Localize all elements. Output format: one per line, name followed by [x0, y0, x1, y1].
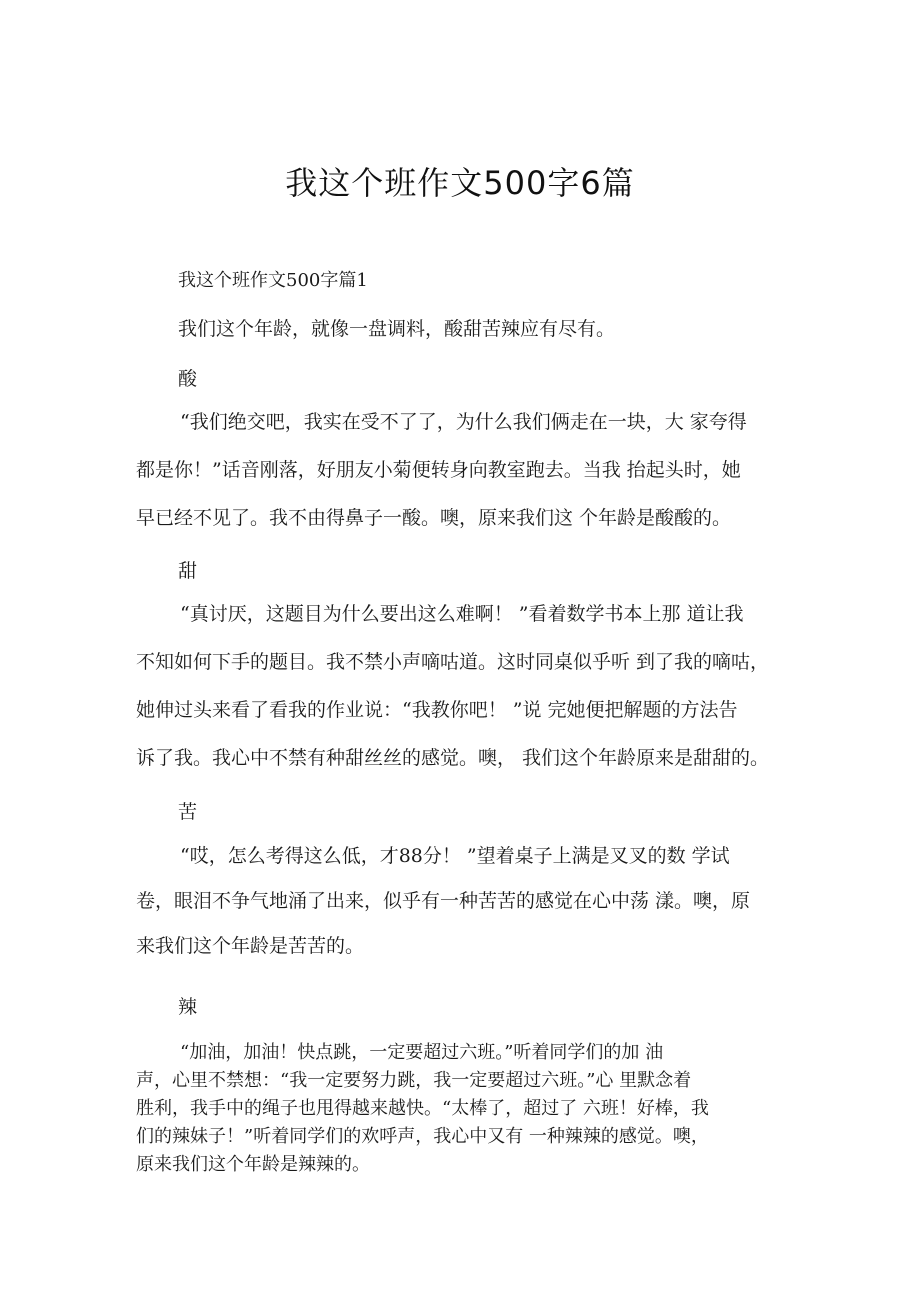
paragraph-line: “哎，怎么考得这么低，才88分！ ”望着桌子上满是叉叉的数 学试	[180, 845, 730, 867]
paragraph-line: 卷，眼泪不争气地涌了出来，似乎有一种苦苦的感觉在心中荡 漾。噢，原	[136, 890, 751, 912]
paragraph-line: 诉了我。我心中不禁有种甜丝丝的感觉。噢， 我们这个年龄原来是甜甜的。	[136, 747, 770, 769]
section-label-spicy: 辣	[178, 996, 198, 1018]
paragraph-line: 都是你！”话音刚落，好朋友小菊便转身向教室跑去。当我 抬起头时，她	[136, 459, 741, 481]
intro-paragraph: 我们这个年龄，就像一盘调料，酸甜苦辣应有尽有。	[178, 318, 616, 340]
section-body-spicy	[136, 1039, 816, 1179]
section-label-bitter: 苦	[178, 801, 198, 823]
paragraph-line: “加油，加油！快点跳，一定要超过六班。”听着同学们的加 油	[180, 1042, 664, 1063]
paragraph-line: 胜利，我手中的绳子也甩得越来越快。“太棒了，超过了 六班！好棒，我	[136, 1098, 709, 1119]
section-label-sour: 酸	[178, 368, 198, 390]
paragraph-line: 声，心里不禁想：“我一定要努力跳，我一定要超过六班。”心 里默念着	[136, 1070, 692, 1091]
essay-heading: 我这个班作文500字篇1	[178, 270, 368, 291]
paragraph-line: 早已经不见了。我不由得鼻子一酸。噢，原来我们这 个年龄是酸酸的。	[136, 507, 732, 529]
paragraph-line: 她伸过头来看了看我的作业说：“我教你吧！ ”说 完她便把解题的方法告	[136, 699, 738, 721]
paragraph-line: 原来我们这个年龄是辣辣的。	[136, 1154, 370, 1175]
paragraph-line: “真讨厌，这题目为什么要出这么难啊！ ”看着数学书本上那 道让我	[180, 603, 744, 625]
document-title: 我这个班作文500字6篇	[285, 164, 635, 202]
section-body-bitter	[136, 834, 816, 969]
paragraph-line: “我们绝交吧，我实在受不了了，为什么我们俩走在一块，大 家夸得	[180, 411, 747, 433]
section-body-sour	[136, 398, 816, 542]
section-body-sweet	[136, 590, 816, 782]
paragraph-line: 不知如何下手的题目。我不禁小声嘀咕道。这时同桌似乎听 到了我的嘀咕，	[136, 651, 770, 673]
paragraph-line: 来我们这个年龄是苦苦的。	[136, 935, 365, 957]
section-label-sweet: 甜	[178, 560, 198, 582]
paragraph-line: 们的辣妹子！”听着同学们的欢呼声，我心中又有 一种辣辣的感觉。噢，	[136, 1126, 709, 1147]
